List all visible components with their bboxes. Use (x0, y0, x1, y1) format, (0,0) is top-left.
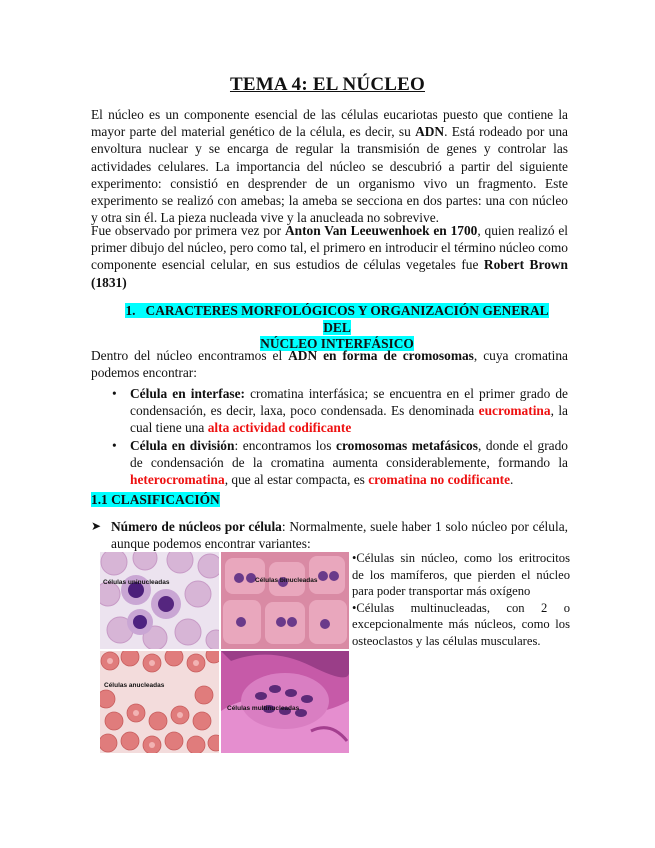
list-item (110, 385, 568, 437)
bullet-2-text-1: : encontramos los (234, 437, 337, 453)
classification-text (111, 518, 568, 552)
alta-actividad-term: alta actividad codificante (207, 420, 352, 436)
section-1-intro-bold: ADN en forma de cromosomas (288, 348, 474, 363)
uninucleate-cells-graphic (100, 552, 219, 649)
classification-item (91, 518, 568, 552)
subsection-heading (91, 491, 220, 508)
intro-text-2: . Está rodeado por una envoltura nuclear y se encarga de regular la transmisión de genes y controlar las actividades celulares. La importancia del núcleo se descubrió a partir del siguiente experimento: consistió en desprender de un organismo vivo un fragmento. Este experimento se realizó con amebas; la ameba se secciona en dos partes: una con núcleo y otra sin él. La pieza nucleada vive y la anucleada no sobrevive. (91, 124, 568, 226)
history-person-2: Robert Brown (1831) (91, 257, 569, 290)
intro-adn: ADN (415, 124, 445, 140)
section-1-number: 1. (125, 303, 136, 318)
note-anucleate: •Células sin núcleo, como los eritrocitos de los mamíferos, que pierden el núcleo para poder transportar más oxígeno (352, 551, 570, 599)
history-text-1: Fue observado por primera vez por (91, 223, 285, 238)
cell-variants-notes (352, 550, 570, 650)
classification-body: : Normalmente, suele haber 1 solo núcleo por célula, aunque podemos encontrar variantes: (111, 519, 568, 552)
multinucleate-cells-image (221, 651, 349, 753)
anucleate-cells-image (100, 651, 219, 753)
history-paragraph (91, 222, 568, 291)
intro-text-1: El núcleo es un componente esencial de las células eucariotas puesto que contiene la mayor parte del material genético de la célula, es decir, su (91, 107, 568, 140)
history-text-2: , quien realizó el primer dibujo del núcleo, pero como tal, el primero en introducir el término núcleo como componente esencial celular, en sus estudios de células vegetales fue (91, 223, 569, 273)
section-1-title-1: CARACTERES MORFOLÓGICOS Y ORGANIZACIÓN GENERAL DEL (145, 303, 549, 335)
section-1-line-1 (125, 303, 548, 335)
bullet-dot: • (112, 437, 117, 453)
cromatina-no-codificante-term: cromatina no codificante (368, 472, 511, 488)
section-1-heading (114, 303, 560, 353)
uninucleate-cells-image (100, 552, 219, 649)
bullet-1-text-1: cromatina interfásica; se encuentra en el primer grado de condensación, es decir, laxa, poco condensada. Es denominada (130, 386, 568, 419)
classification-lead: Número de núcleos por célula (111, 519, 282, 534)
history-person-1: Anton Van Leeuwenhoek en 1700 (284, 223, 478, 238)
bullet-dot: • (112, 386, 117, 401)
eucromatina-term: eucromatina (478, 403, 551, 419)
bullet-1-lead: Célula en interfase: (130, 386, 246, 401)
binucleate-cells-image (221, 552, 349, 649)
anucleate-label: Células anucleadas (104, 682, 165, 689)
anucleate-cells-graphic (100, 651, 219, 753)
binucleate-cells-graphic (221, 552, 349, 649)
list-item (110, 437, 568, 489)
subsection-title: 1.1 CLASIFICACIÓN (91, 492, 220, 507)
page-title: TEMA 4: EL NÚCLEO (229, 74, 425, 95)
intro-paragraph (91, 106, 568, 226)
section-1-intro-text-1: Dentro del núcleo encontramos el (91, 348, 289, 363)
bullet-2-text-3: , que al estar compacta, es (224, 472, 369, 488)
multinucleate-label: Células multinucleadas (227, 705, 300, 712)
binucleate-label: Células binucleadas (255, 577, 318, 584)
bullet-2-text-4: . (510, 472, 514, 488)
note-multinucleate: •Células multinucleadas, con 2 o excepcionalmente más núcleos, como los osteoclastos y las células musculares. (352, 600, 570, 648)
arrow-bullet-icon: ➤ (91, 519, 102, 533)
chromatin-list (110, 385, 568, 488)
heterocromatina-term: heterocromatina (130, 472, 225, 488)
section-1-intro-text-2: , cuya cromatina podemos encontrar: (91, 348, 568, 381)
bullet-2-text-2: , donde el grado de condensación de la cromatina aumenta considerablemente, formando la (130, 437, 568, 470)
bullet-2-bold: cromosomas metafásicos (336, 437, 478, 453)
uninucleate-label: Células uninucleadas (103, 579, 170, 586)
section-1-intro (91, 347, 568, 381)
bullet-2-lead: Célula en división (130, 437, 235, 453)
section-1-title-2: NÚCLEO INTERFÁSICO (260, 336, 414, 351)
bullet-1-text-2: , la cual tiene una (130, 403, 568, 436)
cell-types-figure (100, 552, 349, 753)
